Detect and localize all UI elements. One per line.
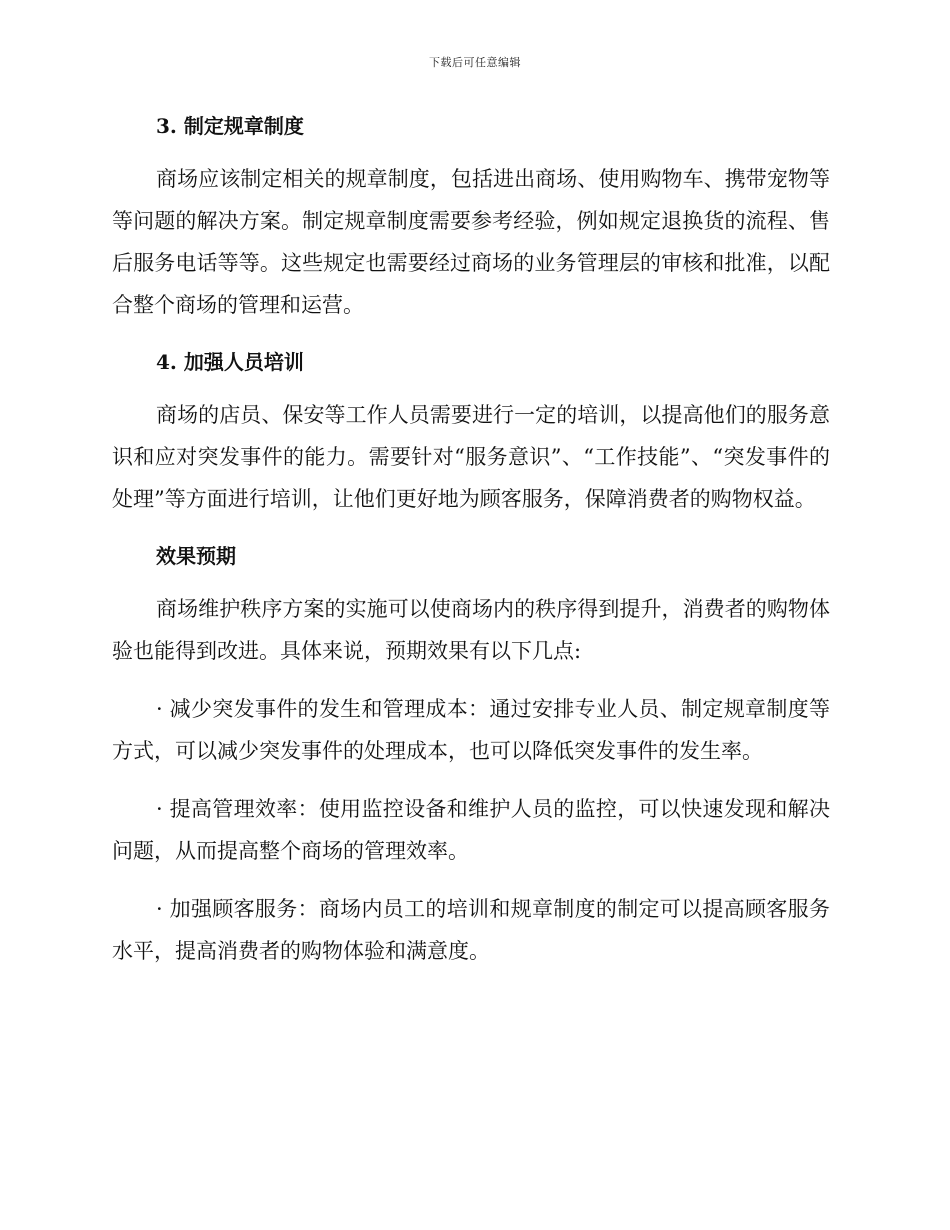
bullet-improve-efficiency: · 提高管理效率：使用监控设备和维护人员的监控，可以快速发现和解决问题，从而提高整个商场的管理效率。 <box>112 797 830 863</box>
section-heading-training: 4. 加强人员培训 <box>156 350 304 374</box>
page-header: 下载后可任意编辑 <box>429 56 521 69</box>
document-body <box>112 106 830 972</box>
paragraph-expected-intro: 商场维护秩序方案的实施可以使商场内的秩序得到提升，消费者的购物体验也能得到改进。具体来说，预期效果有以下几点: <box>112 597 830 663</box>
bullet-reduce-incidents: · 减少突发事件的发生和管理成本：通过安排专业人员、制定规章制度等方式，可以减少突发事件的处理成本，也可以降低突发事件的发生率。 <box>112 697 830 763</box>
paragraph-rules: 商场应该制定相关的规章制度，包括进出商场、使用购物车、携带宠物等等问题的解决方案。制定规章制度需要参考经验，例如规定退换货的流程、售后服务电话等等。这些规定也需要经过商场的业务管理层的审核和批准，以配合整个商场的管理和运营。 <box>112 167 830 317</box>
paragraph-training: 商场的店员、保安等工作人员需要进行一定的培训，以提高他们的服务意识和应对突发事件的能力。需要针对“服务意识”、“工作技能”、“突发事件的处理”等方面进行培训，让他们更好地为顾客服务，保障消费者的购物权益。 <box>112 403 830 511</box>
bullet-customer-service: · 加强顾客服务：商场内员工的培训和规章制度的制定可以提高顾客服务水平，提高消费者的购物体验和满意度。 <box>112 897 830 963</box>
section-heading-expected-effect: 效果预期 <box>156 544 236 568</box>
section-heading-rules: 3. 制定规章制度 <box>156 114 304 138</box>
